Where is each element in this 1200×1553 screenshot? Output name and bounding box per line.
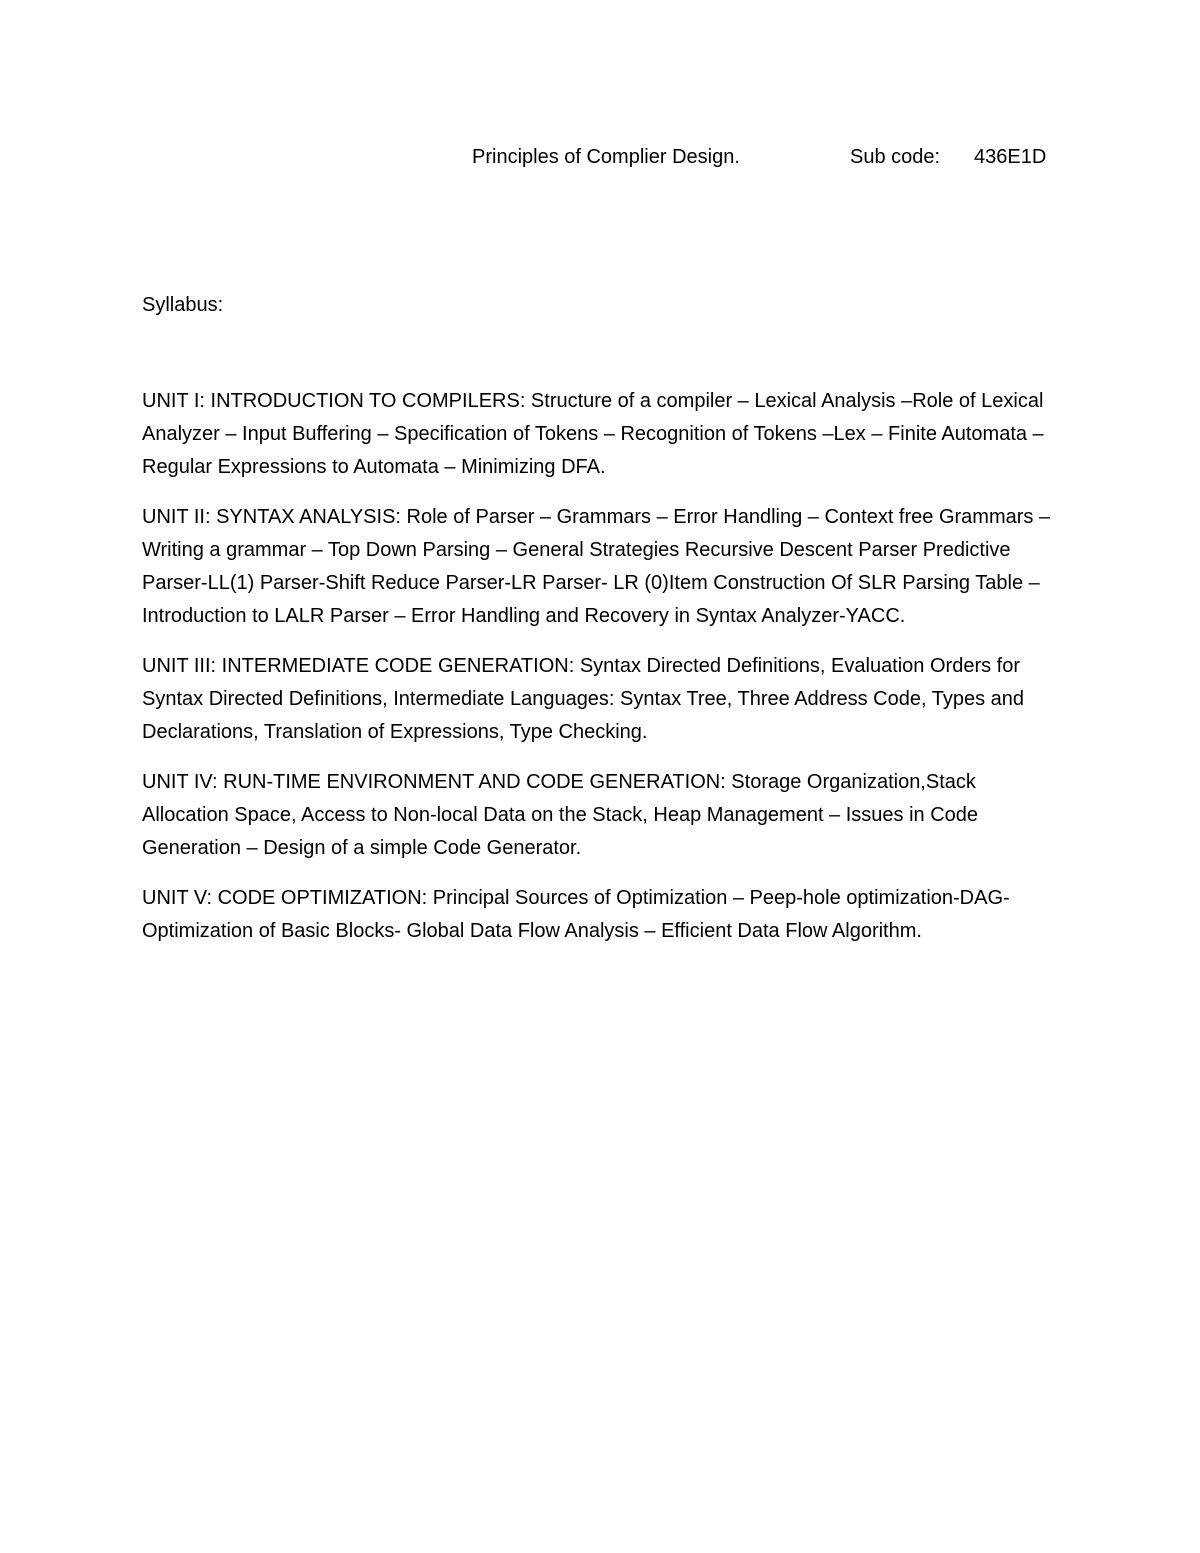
unit-2-paragraph: UNIT II: SYNTAX ANALYSIS: Role of Parser – Grammars – Error Handling – Context free Grammars – Writing a grammar – Top Down Parsing – General Strategies Recursive Descent Parser Predictive Parser-LL(1) Parser-Shift Reduce Parser-LR Parser- LR (0)Item Construction Of SLR Parsing Table – Introduction to LALR Parser – Error Handling and Recovery in Syntax Analyzer-YACC. — [142, 506, 1051, 627]
unit-3-paragraph: UNIT III: INTERMEDIATE CODE GENERATION: Syntax Directed Definitions, Evaluation Orders for Syntax Directed Definitions, Intermediate Languages: Syntax Tree, Three Address Code, Types and Declarations, Translation of Expressions, Type Checking. — [142, 655, 1024, 743]
unit-1-paragraph: UNIT I: INTRODUCTION TO COMPILERS: Structure of a compiler – Lexical Analysis –Role of Lexical Analyzer – Input Buffering – Specification of Tokens – Recognition of Tokens –Lex – Finite Automata – Regular Expressions to Automata – Minimizing DFA. — [142, 390, 1044, 478]
units-list — [142, 385, 1067, 965]
course-title: Principles of Complier Design. — [472, 146, 740, 168]
document-header — [472, 142, 1072, 172]
unit-4-paragraph: UNIT IV: RUN-TIME ENVIRONMENT AND CODE GENERATION: Storage Organization,Stack Allocation Space, Access to Non-local Data on the Stack, Heap Management – Issues in Code Generation – Design of a simple Code Generator. — [142, 771, 979, 859]
sub-code-value: 436E1D — [974, 146, 1047, 168]
syllabus-heading: Syllabus: — [142, 294, 224, 316]
sub-code-label: Sub code: — [850, 146, 941, 168]
unit-5-paragraph: UNIT V: CODE OPTIMIZATION: Principal Sources of Optimization – Peep-hole optimization-DAG- Optimization of Basic Blocks- Global Data Flow Analysis – Efficient Data Flow Algorithm. — [142, 887, 1010, 942]
